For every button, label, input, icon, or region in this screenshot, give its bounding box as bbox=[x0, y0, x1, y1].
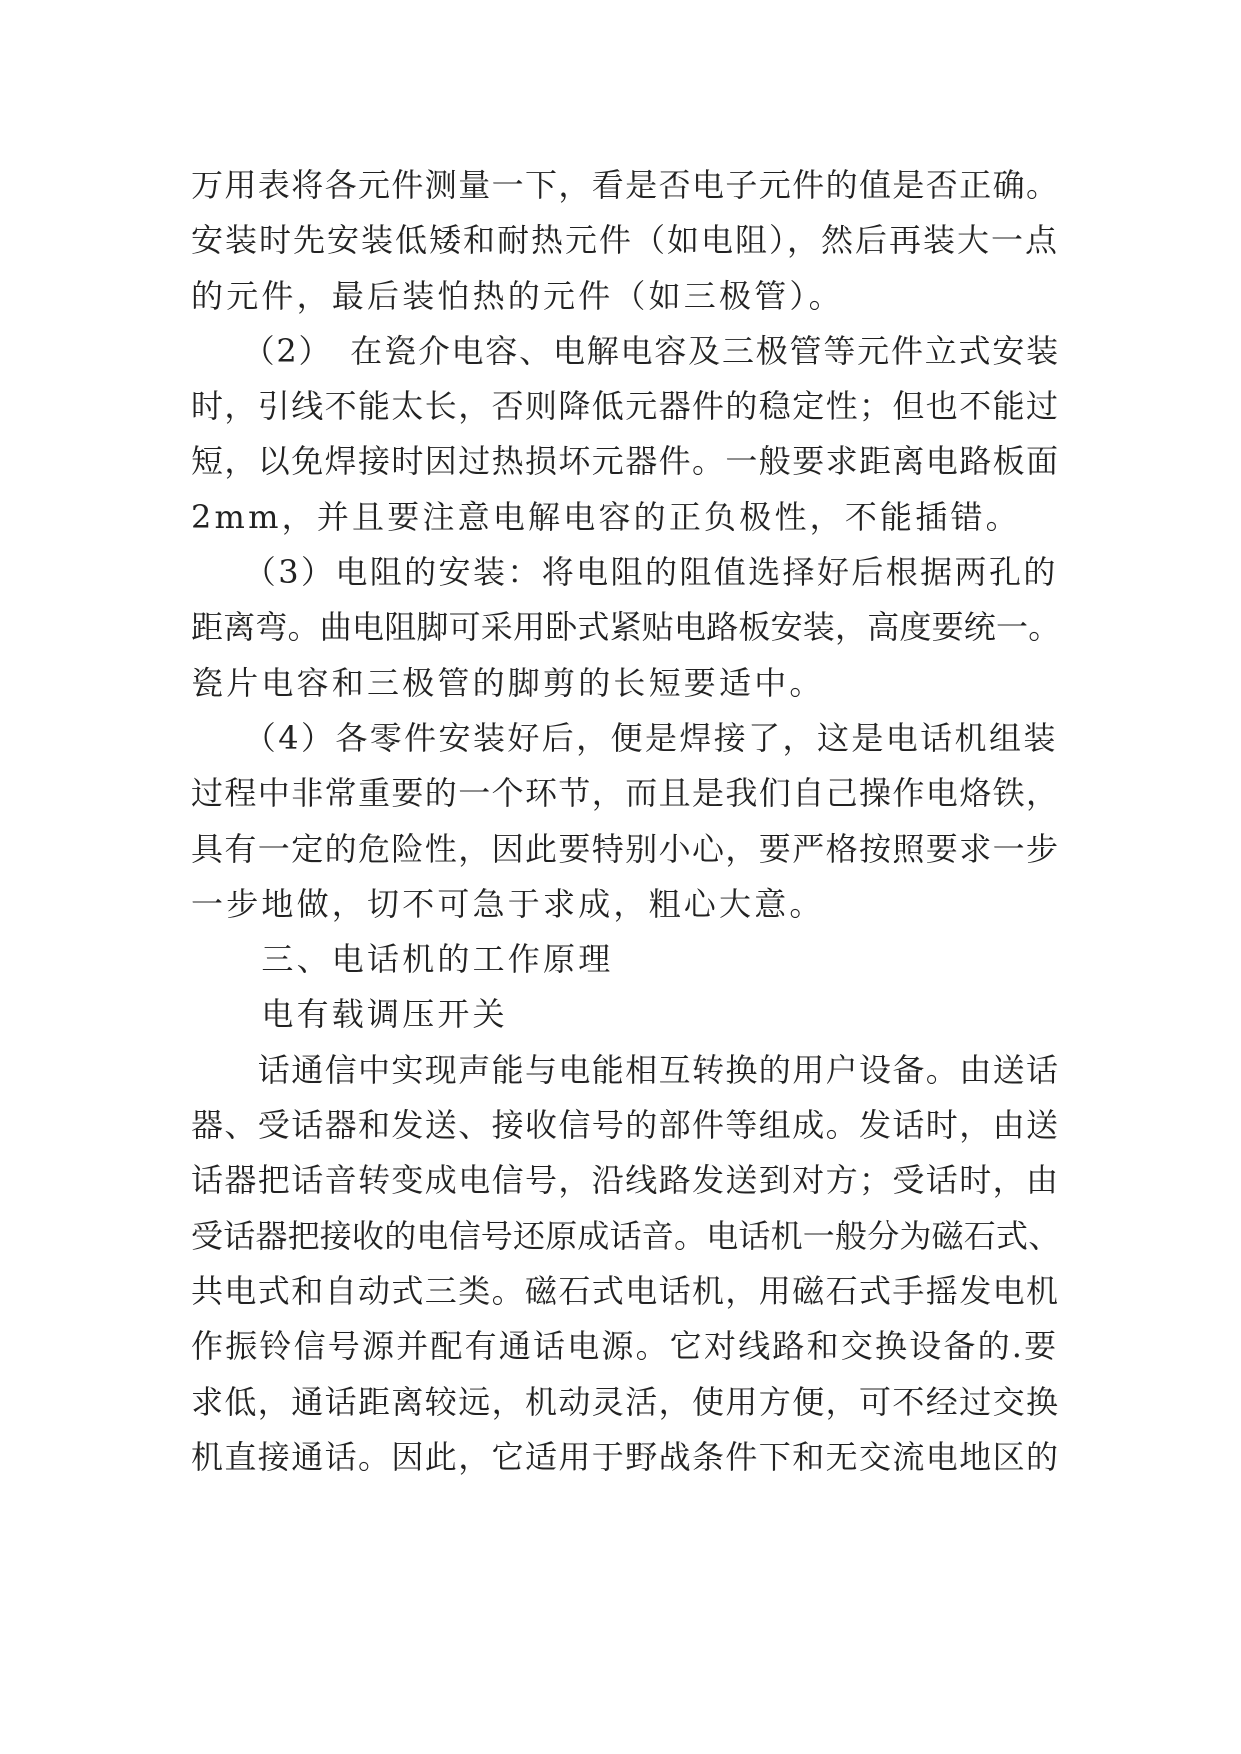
text-line-5: 时，引线不能太长，否则降低元器件的稳定性；但也不能过 bbox=[191, 387, 1060, 426]
text-line-19: 话器把话音转变成电信号，沿线路发送到对方；受话时，由 bbox=[191, 1161, 1060, 1200]
text-line-23: 求低，通话距离较远，机动灵活，使用方便，可不经过交换 bbox=[191, 1382, 1060, 1421]
text-line-2: 安装时先安装低矮和耐热元件（如电阻），然后再装大一点 bbox=[191, 221, 1060, 260]
text-line-17: 话通信中实现声能与电能相互转换的用户设备。由送话 bbox=[191, 1050, 1060, 1089]
text-line-10: 瓷片电容和三极管的脚剪的长短要适中。 bbox=[191, 663, 825, 702]
section-heading: 三、电话机的工作原理 bbox=[191, 940, 614, 979]
text-line-12: 过程中非常重要的一个环节，而且是我们自己操作电烙铁， bbox=[191, 774, 1060, 813]
text-line-21: 共电式和自动式三类。磁石式电话机，用磁石式手摇发电机 bbox=[191, 1271, 1060, 1310]
text-line-3: 的元件，最后装怕热的元件（如三极管）。 bbox=[191, 276, 844, 315]
text-line-22: 作振铃信号源并配有通话电源。它对线路和交换设备的.要 bbox=[191, 1327, 1059, 1366]
text-line-24: 机直接通话。因此，它适用于野战条件下和无交流电地区的 bbox=[191, 1437, 1060, 1476]
text-line-13: 具有一定的危险性，因此要特别小心，要严格按照要求一步 bbox=[191, 829, 1060, 868]
text-line-7: 2mm，并且要注意电解电容的正负极性，不能插错。 bbox=[191, 497, 1021, 536]
text-line-9: 距离弯。曲电阻脚可采用卧式紧贴电路板安装，高度要统一。 bbox=[191, 608, 1061, 647]
body-text bbox=[191, 158, 1061, 1485]
text-line-18: 器、受话器和发送、接收信号的部件等组成。发话时，由送 bbox=[191, 1106, 1060, 1145]
text-line-1: 万用表将各元件测量一下，看是否电子元件的值是否正确。 bbox=[191, 166, 1060, 204]
text-line-11: （4）各零件安装好后，便是焊接了，这是电话机组装 bbox=[191, 718, 1058, 757]
text-line-6: 短，以免焊接时因过热损坏元器件。一般要求距离电路板面 bbox=[191, 442, 1060, 481]
text-line-4: （2） 在瓷介电容、电解电容及三极管等元件立式安装 bbox=[191, 331, 1060, 370]
text-line-20: 受话器把接收的电信号还原成话音。电话机一般分为磁石式、 bbox=[191, 1216, 1061, 1255]
text-line-14: 一步地做，切不可急于求成，粗心大意。 bbox=[191, 884, 825, 923]
text-line-8: （3）电阻的安装：将电阻的阻值选择好后根据两孔的 bbox=[191, 553, 1058, 592]
text-line-16: 电有载调压开关 bbox=[191, 995, 508, 1034]
